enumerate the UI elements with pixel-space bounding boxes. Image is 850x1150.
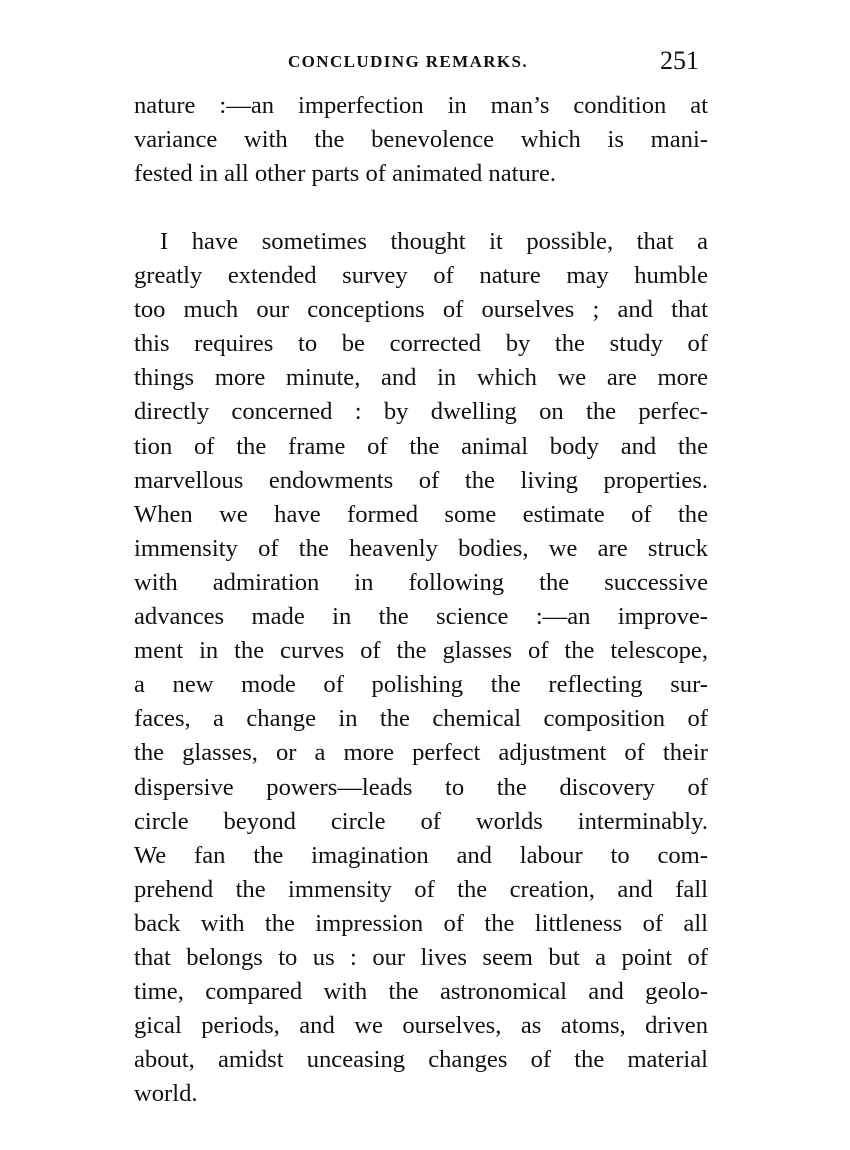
- text-line: variance with the benevolence which is mani-: [134, 126, 708, 154]
- text-line: back with the impression of the littleness of all: [134, 909, 708, 937]
- text-line: directly concerned : by dwelling on the perfec-: [134, 398, 708, 426]
- text-line: dispersive powers—leads to the discovery of: [134, 773, 708, 801]
- text-line: When we have formed some estimate of the: [134, 500, 708, 528]
- text-line: gical periods, and we ourselves, as atoms, driven: [134, 1012, 708, 1040]
- text-line: advances made in the science :—an improve-: [134, 603, 708, 631]
- text-line: this requires to be corrected by the study of: [134, 330, 708, 358]
- text-line: time, compared with the astronomical and geolo-: [134, 978, 708, 1006]
- text-line: circle beyond circle of worlds interminably.: [134, 807, 708, 835]
- page-header: [0, 48, 850, 78]
- text-line: with admiration in following the successive: [134, 568, 708, 596]
- text-line: the glasses, or a more perfect adjustment of their: [134, 739, 708, 767]
- text-line: nature :—an imperfection in man’s condition at: [134, 92, 708, 119]
- text-line: immensity of the heavenly bodies, we are struck: [134, 534, 708, 562]
- text-line: world.: [134, 1080, 198, 1108]
- text-line: too much our conceptions of ourselves ; and that: [134, 296, 708, 324]
- text-line: marvellous endowments of the living properties.: [134, 466, 708, 494]
- text-line: fested in all other parts of animated nature.: [134, 160, 557, 188]
- text-line: about, amidst unceasing changes of the material: [134, 1046, 708, 1074]
- paragraph-1: [134, 89, 708, 191]
- text-line: faces, a change in the chemical composition of: [134, 705, 708, 733]
- text-line: ment in the curves of the glasses of the telescope,: [134, 637, 708, 665]
- text-line: that belongs to us : our lives seem but a point of: [134, 943, 708, 971]
- text-line: a new mode of polishing the reflecting sur-: [134, 671, 708, 699]
- page-number: 251: [660, 46, 699, 75]
- text-line: We fan the imagination and labour to com-: [134, 841, 708, 869]
- text-line: I have sometimes thought it possible, that a: [160, 228, 708, 255]
- paragraph-2: [134, 225, 708, 1111]
- running-title: CONCLUDING REMARKS.: [288, 52, 529, 71]
- text-line: greatly extended survey of nature may humble: [134, 262, 708, 290]
- text-line: things more minute, and in which we are more: [134, 364, 708, 392]
- text-line: tion of the frame of the animal body and the: [134, 432, 708, 460]
- text-line: prehend the immensity of the creation, and fall: [134, 875, 708, 903]
